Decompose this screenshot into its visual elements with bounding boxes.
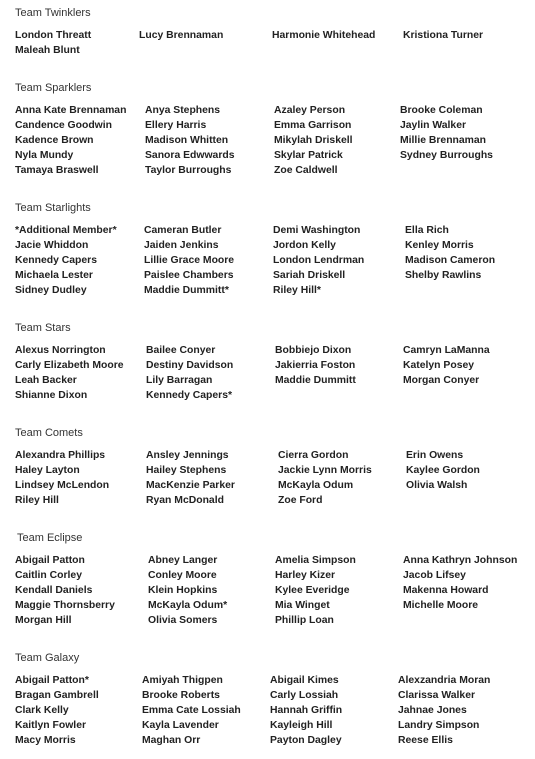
member-name: Michelle Moore <box>403 600 479 611</box>
member-name: Kennedy Capers <box>15 255 97 266</box>
member-name: Maghan Orr <box>142 735 201 746</box>
member-column <box>405 223 495 283</box>
member-name: Bailee Conyer <box>146 345 216 356</box>
member-name: Carly Lossiah <box>270 690 339 701</box>
member-name: Candence Goodwin <box>15 120 112 131</box>
member-name: Lillie Grace Moore <box>144 255 235 266</box>
member-name: Jacob Lifsey <box>403 570 466 581</box>
member-name: Katelyn Posey <box>403 360 475 371</box>
team-title: Team Starlights <box>15 202 91 214</box>
member-name: Madison Cameron <box>405 255 496 266</box>
member-name: Brooke Roberts <box>142 690 220 701</box>
member-name: Emma Cate Lossiah <box>142 705 241 716</box>
member-name: Landry Simpson <box>398 720 480 731</box>
member-name: Klein Hopkins <box>148 585 218 596</box>
member-name: Amiyah Thigpen <box>142 675 223 686</box>
member-name: Maggie Thornsberry <box>15 600 115 611</box>
team-title: Team Twinklers <box>15 7 91 19</box>
member-name: Kristiona Turner <box>403 30 484 41</box>
member-name: Anna Kate Brennaman <box>15 105 127 116</box>
member-column <box>148 553 227 628</box>
member-name: Nyla Mundy <box>15 150 74 161</box>
member-name: MacKenzie Parker <box>146 480 235 491</box>
member-name: Paislee Chambers <box>144 270 234 281</box>
member-column <box>15 343 124 403</box>
member-name: Hannah Griffin <box>270 705 343 716</box>
member-name: Lily Barragan <box>146 375 213 386</box>
member-name: Mia Winget <box>275 600 330 611</box>
member-name: Clark Kelly <box>15 705 69 716</box>
member-name: Sanora Edwwards <box>145 150 235 161</box>
team-title: Team Eclipse <box>17 532 83 544</box>
member-name: Anna Kathryn Johnson <box>403 555 518 566</box>
member-name: Erin Owens <box>406 450 464 461</box>
member-name: Hailey Stephens <box>146 465 227 476</box>
member-name: Bobbiejo Dixon <box>275 345 352 356</box>
member-name: Phillip Loan <box>275 615 334 626</box>
member-name: Macy Morris <box>15 735 76 746</box>
member-name: Kaylee Gordon <box>406 465 480 476</box>
member-name: Makenna Howard <box>403 585 489 596</box>
member-column <box>15 673 99 748</box>
member-name: Zoe Caldwell <box>274 165 338 176</box>
member-name: Caitlin Corley <box>15 570 82 581</box>
member-name: Olivia Walsh <box>406 480 468 491</box>
member-name: Ella Rich <box>405 225 449 236</box>
member-column <box>15 448 109 508</box>
member-name: Jackie Lynn Morris <box>278 465 372 476</box>
member-name: Abigail Kimes <box>270 675 339 686</box>
member-name: Kennedy Capers* <box>146 390 233 401</box>
member-column <box>15 553 115 628</box>
member-name: Jaylin Walker <box>400 120 467 131</box>
member-column <box>146 448 235 508</box>
member-column <box>272 28 375 43</box>
member-name: Sariah Driskell <box>273 270 346 281</box>
member-name: Ellery Harris <box>145 120 207 131</box>
member-name: Clarissa Walker <box>398 690 476 701</box>
member-column <box>398 673 490 748</box>
member-name: *Additional Member* <box>15 225 117 236</box>
member-name: Alexzandria Moran <box>398 675 491 686</box>
member-column <box>275 343 356 388</box>
member-name: Kayla Lavender <box>142 720 219 731</box>
member-name: Mikylah Driskell <box>274 135 353 146</box>
team-title: Team Comets <box>15 427 83 439</box>
member-name: Alexandra Phillips <box>15 450 106 461</box>
member-name: Zoe Ford <box>278 495 323 506</box>
member-column <box>144 223 234 298</box>
member-name: Jacie Whiddon <box>15 240 89 251</box>
member-name: Demi Washington <box>273 225 361 236</box>
member-name: Morgan Hill <box>15 615 72 626</box>
member-name: Alexus Norrington <box>15 345 106 356</box>
member-column <box>278 448 372 508</box>
member-name: Azaley Person <box>274 105 346 116</box>
member-name: Kaitlyn Fowler <box>15 720 87 731</box>
member-name: Tamaya Braswell <box>15 165 99 176</box>
member-name: McKayla Odum <box>278 480 354 491</box>
member-name: Cierra Gordon <box>278 450 349 461</box>
member-name: Kadence Brown <box>15 135 94 146</box>
member-name: Millie Brennaman <box>400 135 487 146</box>
member-column <box>406 448 480 493</box>
member-name: Payton Dagley <box>270 735 342 746</box>
member-name: Leah Backer <box>15 375 77 386</box>
member-name: Abigail Patton <box>15 555 85 566</box>
member-name: Anya Stephens <box>145 105 221 116</box>
member-name: Amelia Simpson <box>275 555 356 566</box>
member-name: Kayleigh Hill <box>270 720 333 731</box>
member-column <box>15 28 91 58</box>
member-column <box>15 103 126 178</box>
member-name: Harmonie Whitehead <box>272 30 376 41</box>
team-title: Team Stars <box>15 322 71 334</box>
member-name: Bragan Gambrell <box>15 690 99 701</box>
member-name: Emma Garrison <box>274 120 352 131</box>
member-name: Maleah Blunt <box>15 45 80 56</box>
member-column <box>400 103 493 163</box>
member-name: Taylor Burroughs <box>145 165 232 176</box>
member-column <box>15 223 117 298</box>
team-title: Team Galaxy <box>15 652 80 664</box>
member-name: Abney Langer <box>148 555 218 566</box>
member-name: Jordon Kelly <box>273 240 336 251</box>
member-column <box>403 28 483 43</box>
member-name: Lindsey McLendon <box>15 480 110 491</box>
member-name: Abigail Patton* <box>15 675 89 686</box>
member-column <box>146 343 233 403</box>
member-name: Skylar Patrick <box>274 150 343 161</box>
member-name: Maddie Dummitt* <box>144 285 229 296</box>
member-column <box>145 103 235 178</box>
member-name: Haley Layton <box>15 465 80 476</box>
member-name: Kendall Daniels <box>15 585 93 596</box>
member-name: Michaela Lester <box>15 270 93 281</box>
member-name: Olivia Somers <box>148 615 218 626</box>
member-name: Riley Hill <box>15 495 59 506</box>
member-name: Sydney Burroughs <box>400 150 493 161</box>
member-name: Carly Elizabeth Moore <box>15 360 124 371</box>
member-name: Destiny Davidson <box>146 360 234 371</box>
member-name: Kenley Morris <box>405 240 474 251</box>
member-name: London Lendrman <box>273 255 365 266</box>
member-name: Maddie Dummitt <box>275 375 356 386</box>
member-name: Jahnae Jones <box>398 705 467 716</box>
member-column <box>139 28 223 43</box>
member-name: Conley Moore <box>148 570 217 581</box>
member-name: Reese Ellis <box>398 735 453 746</box>
member-name: Shelby Rawlins <box>405 270 482 281</box>
member-name: Ryan McDonald <box>146 495 224 506</box>
member-column <box>403 553 517 613</box>
member-name: Lucy Brennaman <box>139 30 224 41</box>
member-name: Morgan Conyer <box>403 375 480 386</box>
member-name: Shianne Dixon <box>15 390 88 401</box>
member-name: Sidney Dudley <box>15 285 87 296</box>
member-name: Riley Hill* <box>273 285 321 296</box>
member-name: Camryn LaManna <box>403 345 490 356</box>
member-name: Jaiden Jenkins <box>144 240 219 251</box>
member-name: Harley Kizer <box>275 570 336 581</box>
member-name: Kylee Everidge <box>275 585 350 596</box>
member-name: London Threatt <box>15 30 92 41</box>
member-column <box>270 673 342 748</box>
member-name: Jakierria Foston <box>275 360 356 371</box>
team-title: Team Sparklers <box>15 82 92 94</box>
member-name: Ansley Jennings <box>146 450 229 461</box>
member-column <box>275 553 356 628</box>
member-name: McKayla Odum* <box>148 600 228 611</box>
member-name: Brooke Coleman <box>400 105 483 116</box>
member-column <box>403 343 490 388</box>
member-column <box>274 103 353 178</box>
member-name: Cameran Butler <box>144 225 222 236</box>
member-column <box>273 223 364 298</box>
member-name: Madison Whitten <box>145 135 229 146</box>
member-column <box>142 673 241 748</box>
